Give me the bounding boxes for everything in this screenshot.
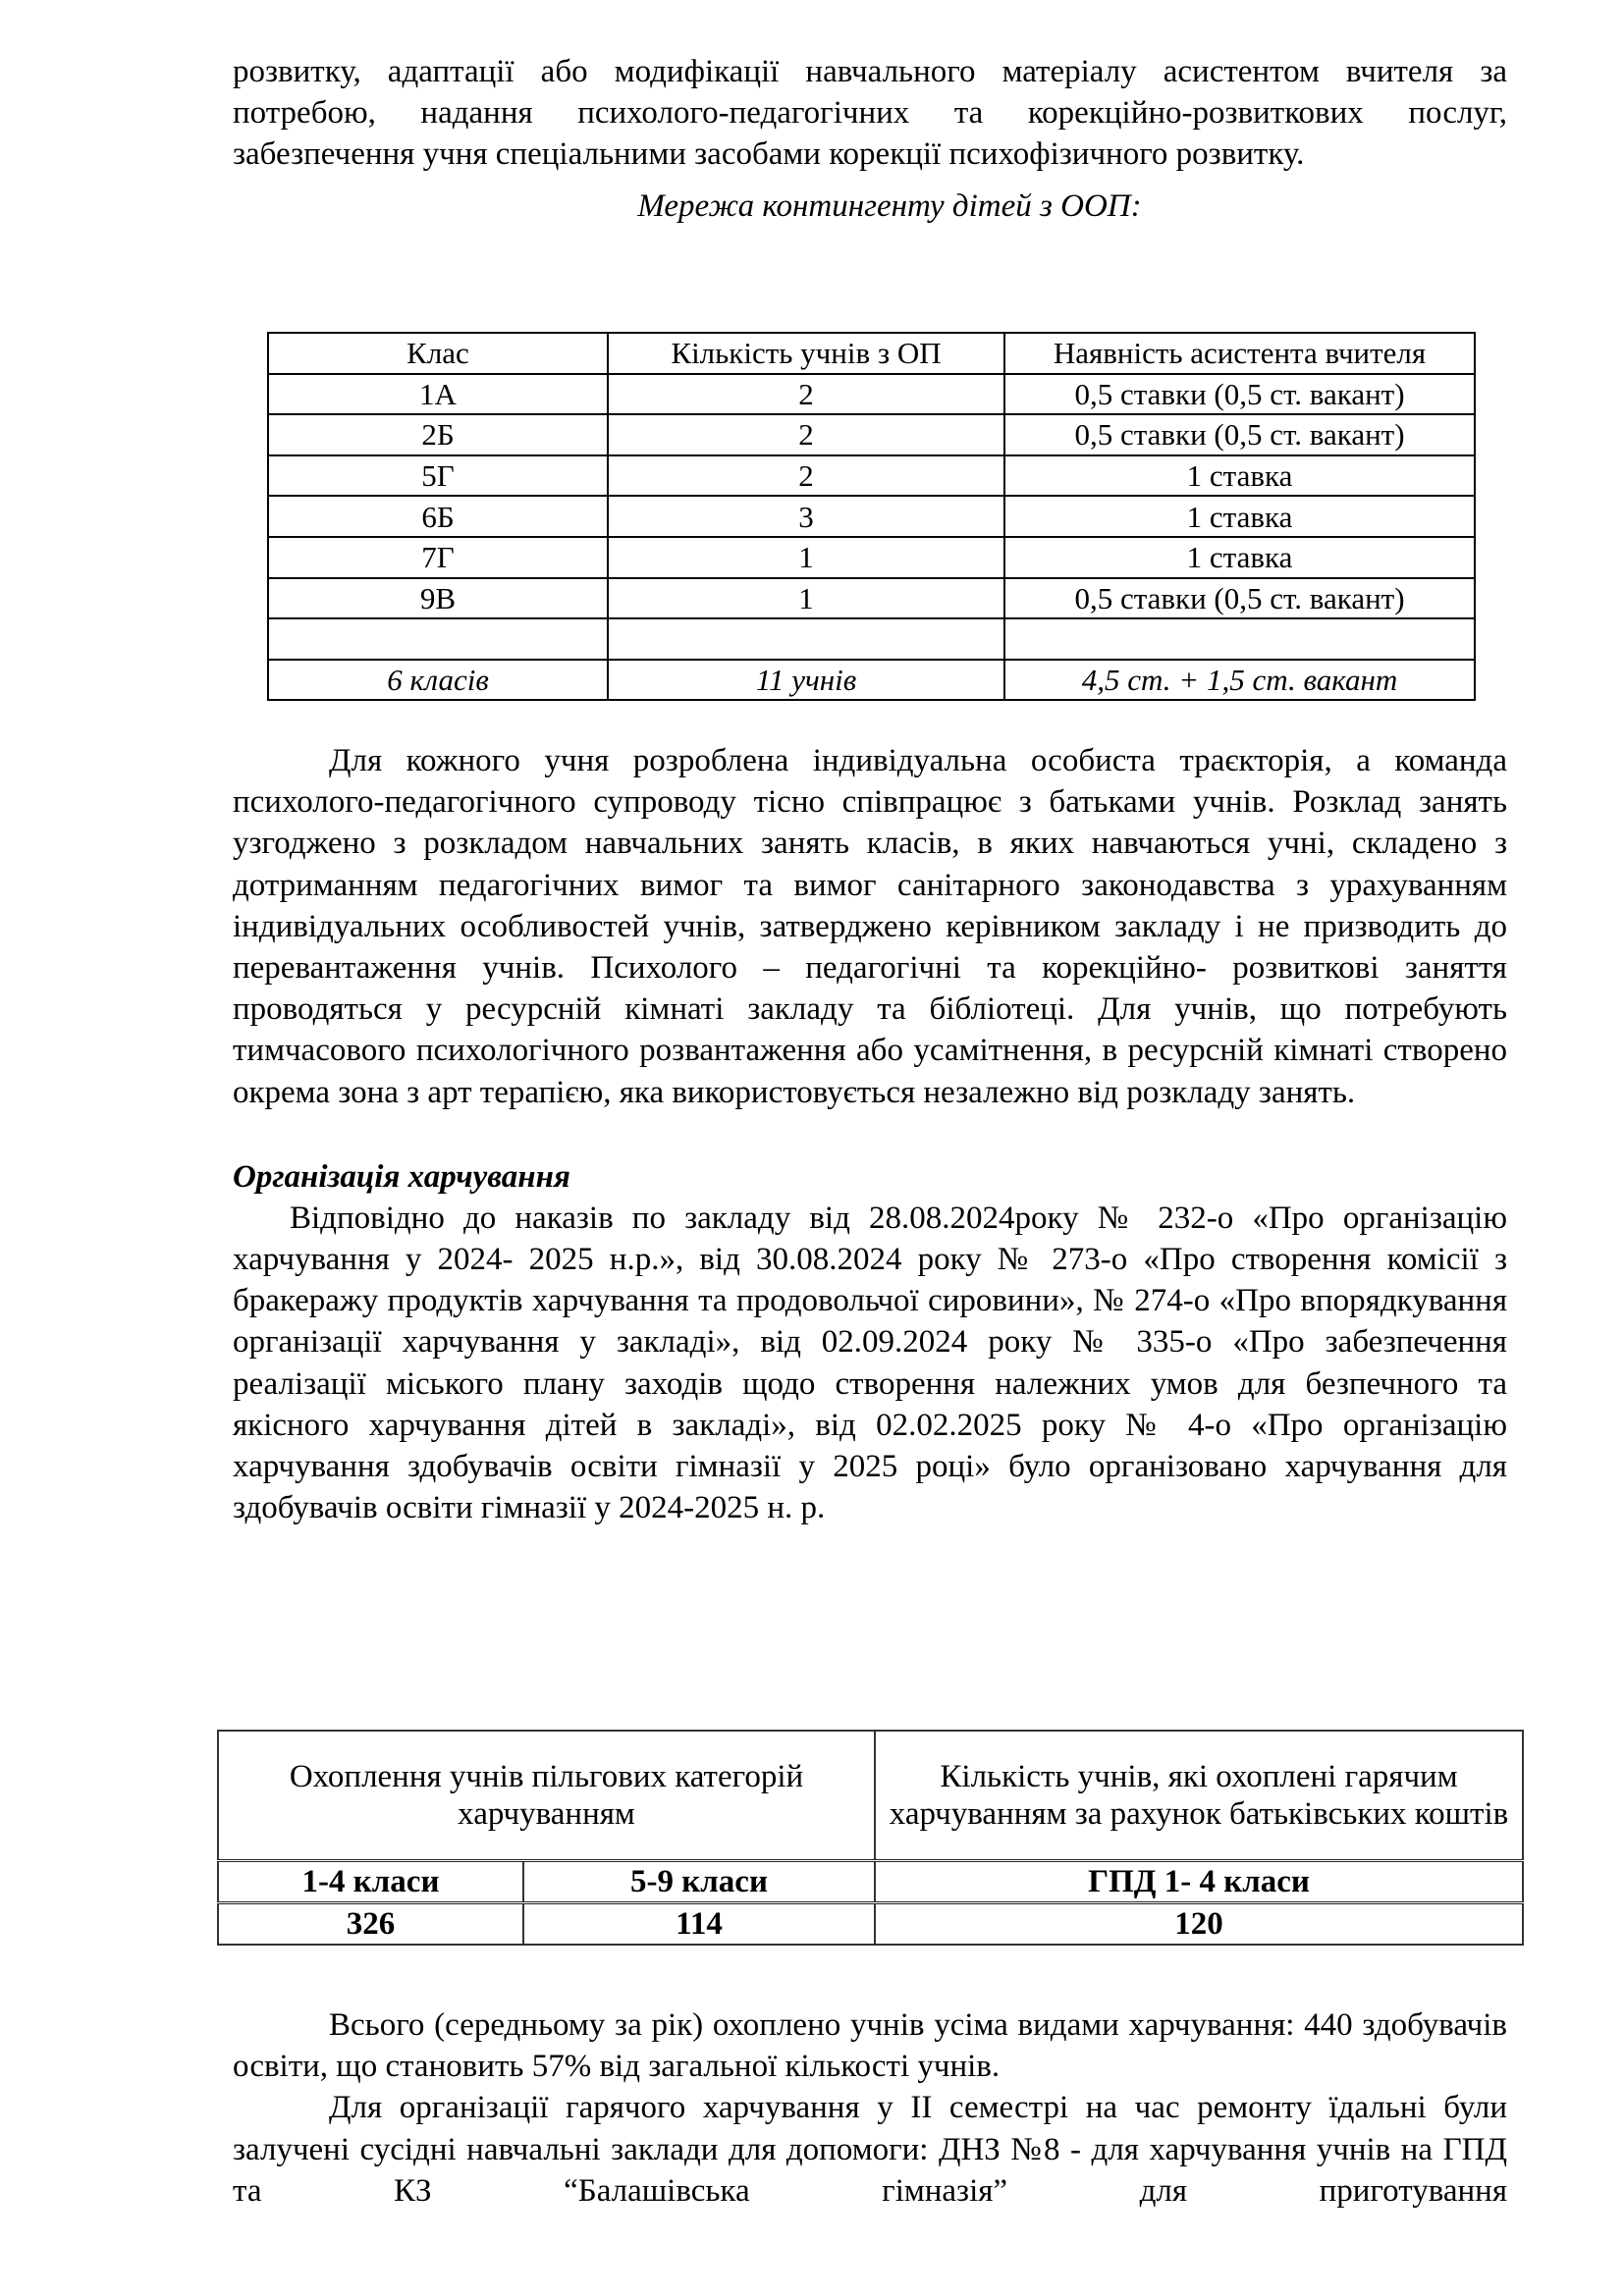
value-afterschool-1-4: 120: [875, 1903, 1523, 1946]
support-paragraph: Для кожного учня розроблена індивідуальна особиста траєкторія, а команда психолого-педагогічного супроводу тісно співпрацює з батьками учнів. Розклад занять узгоджено з розкладом навчальних занять класів, в яких навчаються учні, складено з дотриманням педагогічних вимог та вимог санітарного законодавства з урахуванням індивідуальних особливостей учнів, затверджено керівником закладу і не призводить до перевантаження учнів. Психолого – педагогічні та корекційно- розвиткові заняття проводяться у ресурсній кімнаті закладу та бібліотеці. Для учнів, що потребують тимчасового психологічного розвантаження або усамітнення, в ресурсній кімнаті створено окрема зона з арт терапією, яка використовується незалежно від розкладу занять.: [233, 743, 1507, 1110]
header-students-count: Кількість учнів з ОП: [608, 333, 1004, 374]
table-row: [268, 537, 1475, 578]
value-grades-1-4: 326: [218, 1903, 523, 1946]
orders-paragraph: Відповідно до наказів по закладу від 28.08.2024року № 232-о «Про організацію харчування у 2024- 2025 н.р.», від 30.08.2024 року № 273-о «Про створення комісії з бракеражу продуктів харчування та продовольчої сировини», № 274-о «Про впорядкування організації харчування у закладі», від 02.09.2024 року № 335-о «Про забезпечення реалізації міського плану заходів щодо створення належних умов для безпечного та якісного харчування дітей в закладі», від 02.02.2025 року № 4-о «Про організацію харчування здобувачів освіти гімназії у 2025 році» було організовано харчування для здобувачів освіти гімназії у 2024-2025 н. р.: [233, 1200, 1507, 1526]
cell-class: 5Г: [268, 455, 608, 497]
cell-count: 1: [608, 537, 1004, 578]
table-subheader-row: [218, 1861, 1523, 1903]
subheader-grades-1-4: 1-4 класи: [218, 1861, 523, 1903]
total-students: 11 учнів: [608, 660, 1004, 701]
header-benefit-categories: Охоплення учнів пільгових категорій харчуванням: [218, 1731, 875, 1861]
subheader-afterschool-1-4: ГПД 1- 4 класи: [875, 1861, 1523, 1903]
table-row: [268, 496, 1475, 537]
cell-count: 1: [608, 578, 1004, 619]
cell-class: 9В: [268, 578, 608, 619]
cell-assistant: 0,5 ставки (0,5 ст. вакант): [1004, 374, 1475, 415]
table1-caption: Мережа контингенту дітей з ООП:: [637, 187, 1142, 224]
cell-assistant: 0,5 ставки (0,5 ст. вакант): [1004, 414, 1475, 455]
cell-assistant: 0,5 ставки (0,5 ст. вакант): [1004, 578, 1475, 619]
cell-count: [608, 618, 1004, 660]
cell-class: [268, 618, 608, 660]
cell-class: 1А: [268, 374, 608, 415]
table-row-empty: [268, 618, 1475, 660]
table-totals-row: [268, 660, 1475, 701]
cell-assistant: 1 ставка: [1004, 455, 1475, 497]
cell-assistant: [1004, 618, 1475, 660]
intro-paragraph: розвитку, адаптації або модифікації навчального матеріалу асистентом вчителя за потребою, надання психолого-педагогічних та корекційно-розвиткових послуг, забезпечення учня спеціальними засобами корекції психофізичного розвитку.: [233, 54, 1507, 173]
header-parent-funded: Кількість учнів, які охоплені гарячим харчуванням за рахунок батьківських коштів: [875, 1731, 1523, 1861]
cell-class: 2Б: [268, 414, 608, 455]
total-assistant-rates: 4,5 ст. + 1,5 ст. вакант: [1004, 660, 1475, 701]
cell-class: 7Г: [268, 537, 608, 578]
table-values-row: [218, 1903, 1523, 1946]
total-classes: 6 класів: [268, 660, 608, 701]
cell-assistant: 1 ставка: [1004, 496, 1475, 537]
header-class: Клас: [268, 333, 608, 374]
semester-paragraph: Для організації гарячого харчування у ІІ семестрі на час ремонту їдальні були залучені сусідні навчальні заклади для допомоги: ДНЗ №8 - для харчування учнів на ГПД та КЗ “Балашівська гімназія” для приготування: [233, 2090, 1507, 2209]
cell-count: 2: [608, 374, 1004, 415]
value-grades-5-9: 114: [523, 1903, 875, 1946]
header-assistant: Наявність асистента вчителя: [1004, 333, 1475, 374]
table-row: [268, 414, 1475, 455]
cell-count: 2: [608, 455, 1004, 497]
table-row: [268, 455, 1475, 497]
cell-count: 2: [608, 414, 1004, 455]
table-row: [268, 578, 1475, 619]
table-row: [268, 374, 1475, 415]
document-page: [233, 51, 1507, 227]
document-page-middle: [233, 740, 1507, 1528]
document-page-bottom: [233, 2004, 1507, 2212]
cell-assistant: 1 ставка: [1004, 537, 1475, 578]
table-header-row: [218, 1731, 1523, 1861]
nutrition-coverage-table: [217, 1730, 1524, 1946]
cell-count: 3: [608, 496, 1004, 537]
section-heading-nutrition: Організація харчування: [233, 1158, 570, 1195]
ooп-contingent-table: [267, 332, 1476, 701]
total-coverage-paragraph: Всього (середньому за рік) охоплено учнів усіма видами харчування: 440 здобувачів освіти, що становить 57% від загальної кількості учнів.: [233, 2007, 1507, 2085]
cell-class: 6Б: [268, 496, 608, 537]
table-header-row: [268, 333, 1475, 374]
subheader-grades-5-9: 5-9 класи: [523, 1861, 875, 1903]
